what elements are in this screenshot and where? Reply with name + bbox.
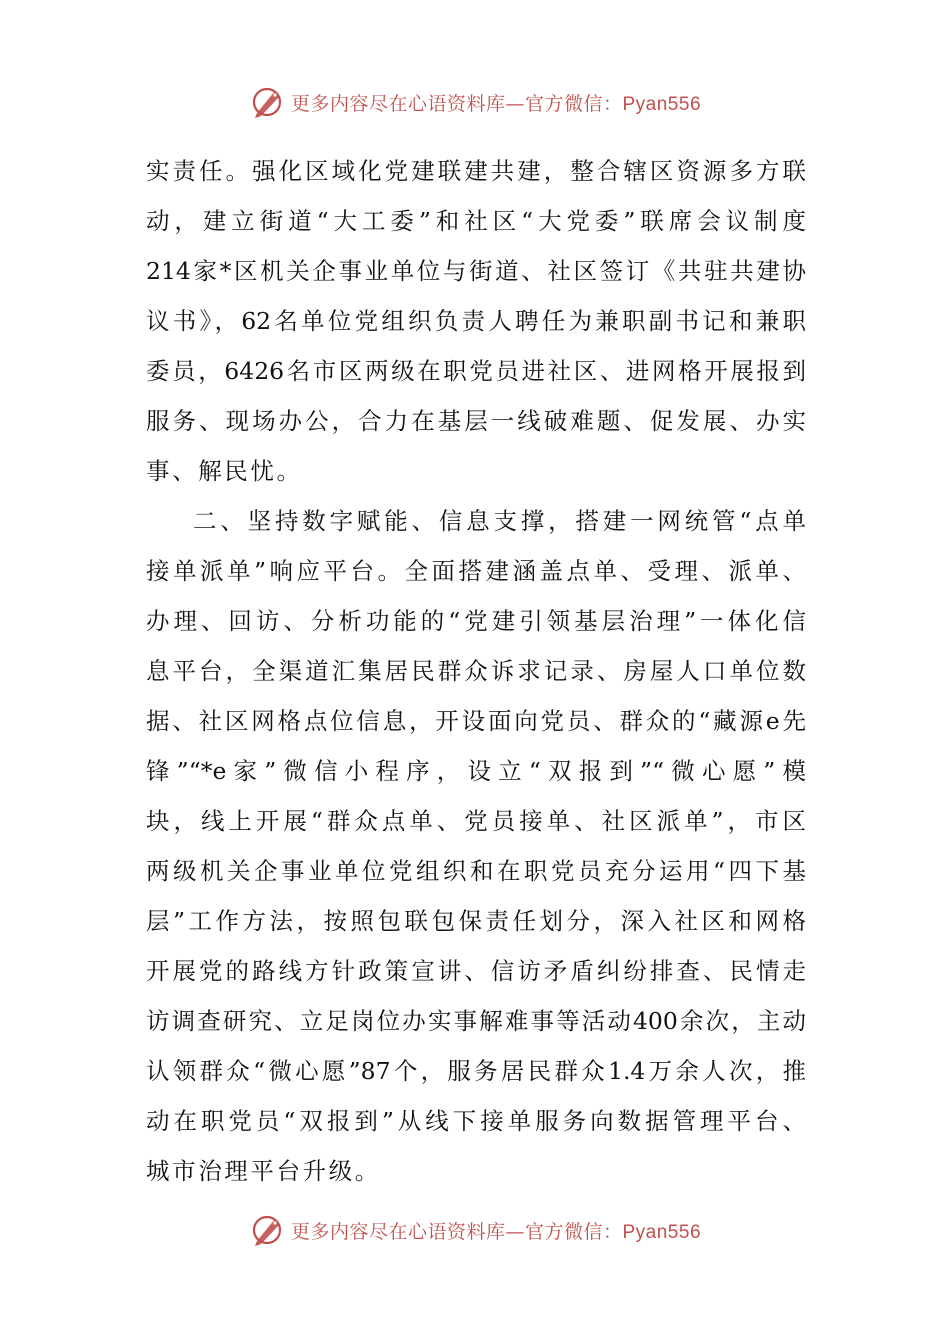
body-line: 锋”“*e家”微信小程序，设立“双报到”“微心愿”模 [146,757,806,785]
pen-nib-circle-icon [249,1211,287,1249]
header-banner [0,82,950,122]
body-line: 块，线上开展“群众点单、党员接单、社区派单”，市区 [146,807,806,835]
pen-nib-circle-icon [249,83,287,121]
body-line: 接单派单”响应平台。全面搭建涵盖点单、受理、派单、 [146,557,806,585]
body-line: 委员，6426名市区两级在职党员进社区、进网格开展报到 [146,357,806,385]
body-line: 214家*区机关企事业单位与街道、社区签订《共驻共建协 [146,257,806,285]
body-line: 城市治理平台升级。 [146,1157,381,1185]
body-line: 两级机关企事业单位党组织和在职党员充分运用“四下基 [146,857,806,885]
document-body [146,146,806,1196]
body-line: 实责任。强化区域化党建联建共建，整合辖区资源多方联 [146,157,806,185]
header-banner-text: 更多内容尽在心语资料库—官方微信：Pyan556 [290,92,702,115]
body-line: 动在职党员“双报到”从线下接单服务向数据管理平台、 [146,1107,806,1135]
body-line: 服务、现场办公，合力在基层一线破难题、促发展、办实 [146,407,806,435]
header-wechat-account: Pyan556 [622,93,702,115]
footer-banner [0,1210,950,1250]
footer-wechat-account: Pyan556 [622,1221,702,1243]
body-line: 动，建立街道“大工委”和社区“大党委”联席会议制度 [146,207,806,235]
footer-banner-text: 更多内容尽在心语资料库—官方微信：Pyan556 [290,1220,702,1243]
body-line: 层”工作方法，按照包联包保责任划分，深入社区和网格 [146,907,806,935]
body-line: 访调查研究、立足岗位办实事解难事等活动400余次，主动 [146,1007,806,1035]
body-line: 议书》，62名单位党组织负责人聘任为兼职副书记和兼职 [146,307,806,335]
body-line: 事、解民忧。 [146,457,303,485]
footer-banner-content [249,1211,701,1249]
body-line: 据、社区网格点位信息，开设面向党员、群众的“藏源e先 [146,707,806,735]
body-line: 开展党的路线方针政策宣讲、信访矛盾纠纷排查、民情走 [146,957,806,985]
header-banner-content [249,83,701,121]
body-line: 二、坚持数字赋能、信息支撑，搭建一网统管“点单 [193,507,806,535]
body-line: 办理、回访、分析功能的“党建引领基层治理”一体化信 [146,607,806,635]
body-line: 息平台，全渠道汇集居民群众诉求记录、房屋人口单位数 [146,657,806,685]
body-line: 认领群众“微心愿”87个，服务居民群众1.4万余人次，推 [146,1057,806,1085]
